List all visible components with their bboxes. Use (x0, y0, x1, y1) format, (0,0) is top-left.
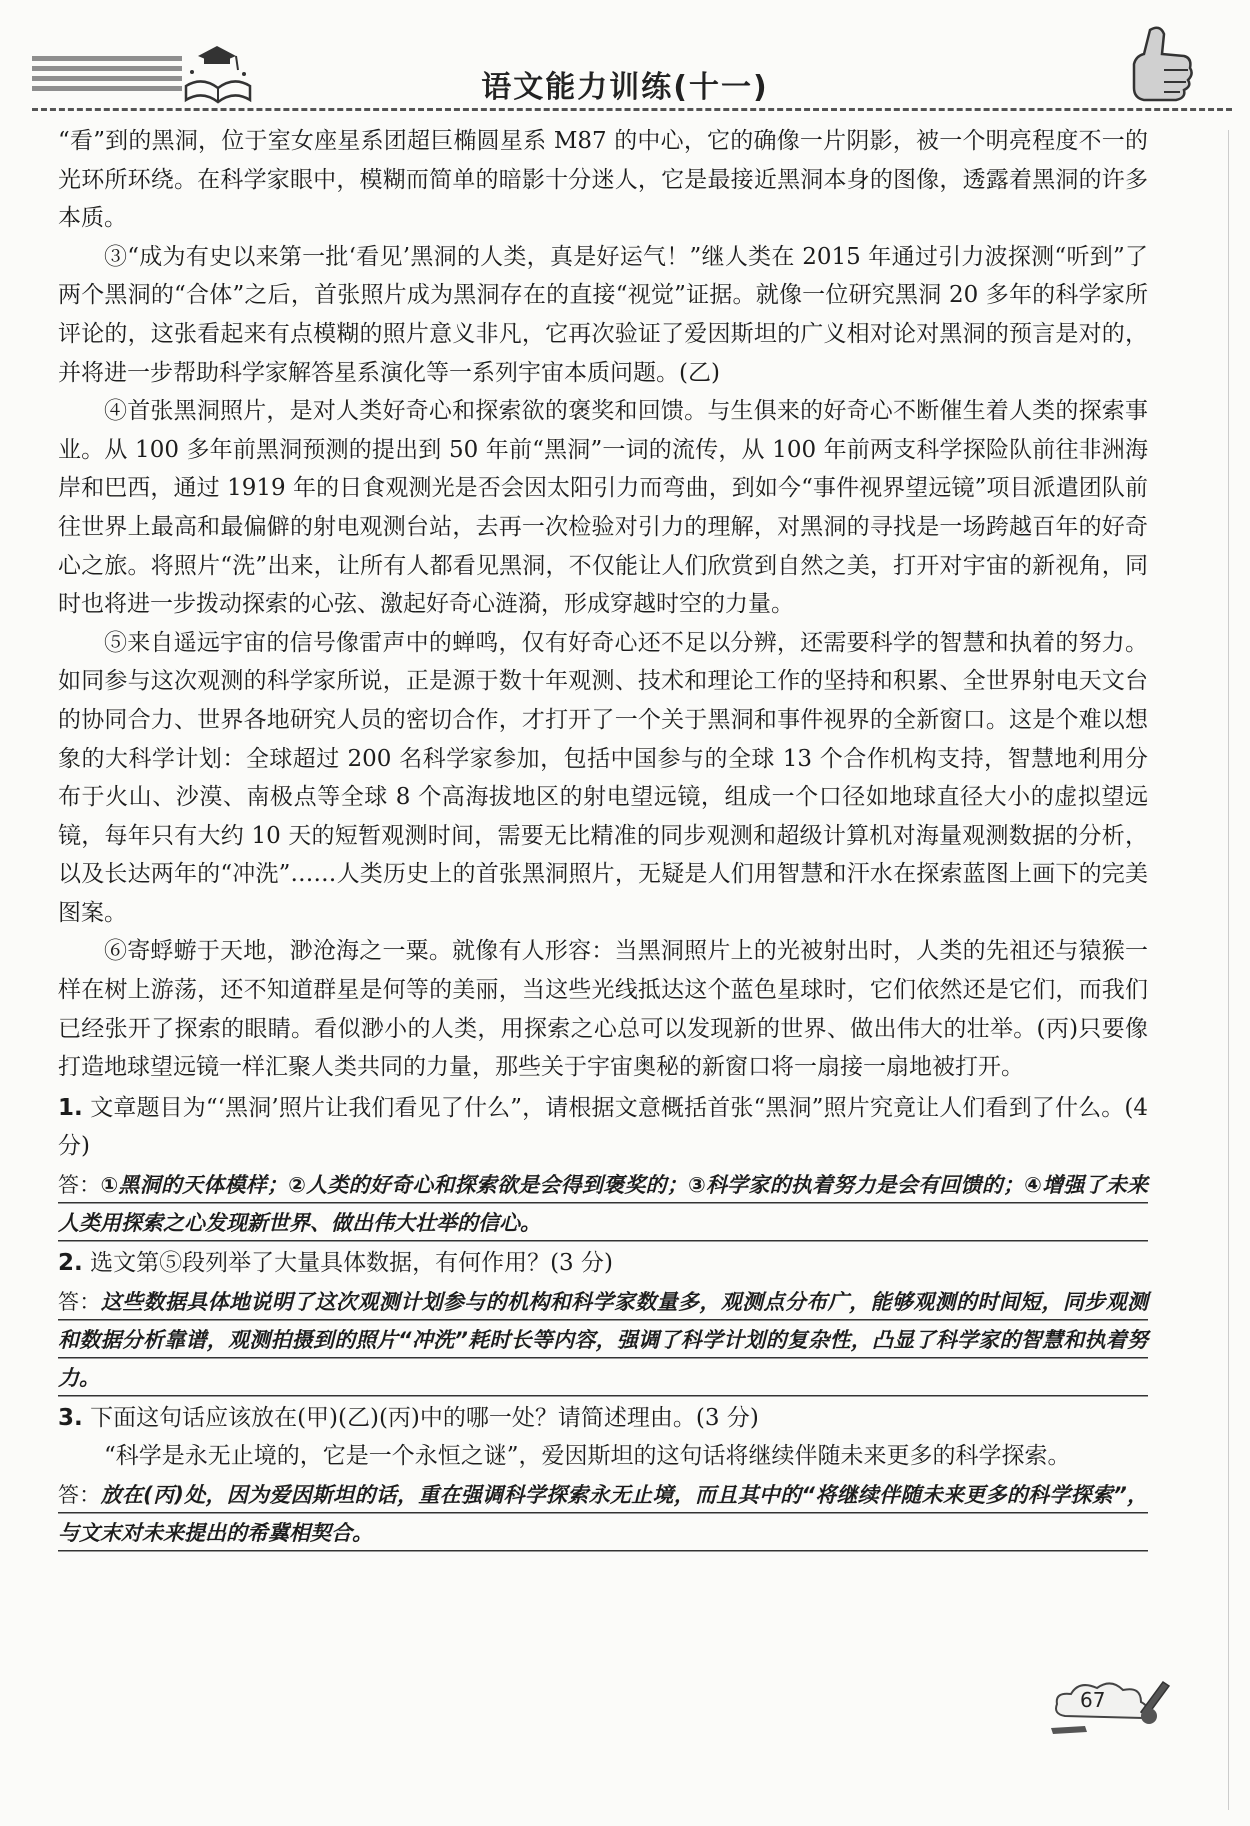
question-number: 2. (58, 1250, 83, 1277)
page-header (0, 0, 1250, 118)
main-content (58, 122, 1148, 1552)
answer-lead: 答： (58, 1482, 101, 1507)
answer-lead: 答： (58, 1289, 101, 1314)
question-number: 1. (58, 1094, 83, 1121)
passage-paragraph-continued: “看”到的黑洞，位于室女座星系团超巨椭圆星系 M87 的中心，它的确像一片阴影，被一个明亮程度不一的光环所环绕。在科学家眼中，模糊而简单的暗影十分迷人，它是最接近黑洞本身的图像，透露着黑洞的许多本质。 (58, 128, 1148, 232)
header-divider (32, 108, 1232, 111)
page-edge-line (1228, 130, 1229, 1810)
answer-lead: 答： (58, 1173, 101, 1198)
question-prompt: 选文第⑤段列举了大量具体数据，有何作用？(3 分) (90, 1250, 613, 1277)
answer-text: 放在(丙)处，因为爱因斯坦的话，重在强调科学探索永无止境，而且其中的“将继续伴随未来更多的科学探索”，与文末对未来提出的希冀相契合。 (58, 1482, 1149, 1545)
question-quote: “科学是永无止境的，它是一个永恒之谜”，爱因斯坦的这句话将继续伴随未来更多的科学探索。 (104, 1443, 1071, 1470)
question-text (58, 1399, 1148, 1438)
passage-paragraph-4: ④首张黑洞照片，是对人类好奇心和探索欲的褒奖和回馈。与生俱来的好奇心不断催生着人类的探索事业。从 100 多年前黑洞预测的提出到 50 年前“黑洞”一词的流传，从 100 年前两支科学探险队前往非洲海岸和巴西，通过 1919 年的日食观测光是否会因太阳引力而弯曲，到如今“事件视界望远镜”项目派遣团队前往世界上最高和最偏僻的射电观测台站，去再一次检验对引力的理解，对黑洞的寻找是一场跨越百年的好奇心之旅。将照片“洗”出来，让所有人都看见黑洞，不仅能让人们欣赏到自然之美，打开对宇宙的新视角，同时也将进一步拨动探索的心弦、激起好奇心涟漪，形成穿越时空的力量。 (58, 398, 1148, 618)
question-text (58, 1089, 1148, 1166)
answer-text: 这些数据具体地说明了这次观测计划参与的机构和科学家数量多，观测点分布广，能够观测的时间短，同步观测和数据分析靠谱，观测拍摄到的照片“冲洗”耗时长等内容，强调了科学计划的复杂性，凸显了科学家的智慧和执着努力。 (58, 1289, 1149, 1390)
answer-field[interactable] (58, 1166, 1148, 1242)
passage-paragraph-3: ③“成为有史以来第一批‘看见’黑洞的人类，真是好运气！”继人类在 2015 年通过引力波探测“听到”了两个黑洞的“合体”之后，首张照片成为黑洞存在的直接“视觉”证据。就像一位研究黑洞 20 多年的科学家所评论的，这张看起来有点模糊的照片意义非凡，它再次验证了爱因斯坦的广义相对论对黑洞的预言是对的，并将进一步帮助科学家解答星系演化等一系列宇宙本质问题。(乙) (58, 243, 1148, 386)
question-number: 3. (58, 1404, 83, 1431)
page-number: 67 (1080, 1688, 1106, 1712)
passage-paragraph-6: ⑥寄蜉蝣于天地，渺沧海之一粟。就像有人形容：当黑洞照片上的光被射出时，人类的先祖还与猿猴一样在树上游荡，还不知道群星是何等的美丽，当这些光线抵达这个蓝色星球时，它们依然还是它们，而我们已经张开了探索的眼睛。看似渺小的人类，用探索之心总可以发现新的世界、做出伟大的壮举。(丙)只要像打造地球望远镜一样汇聚人类共同的力量，那些关于宇宙奥秘的新窗口将一扇接一扇地被打开。 (58, 938, 1148, 1081)
answer-field[interactable] (58, 1476, 1148, 1552)
question-prompt: 下面这句话应该放在(甲)(乙)(丙)中的哪一处？请简述理由。(3 分) (90, 1404, 759, 1431)
page-title: 语文能力训练(十一) (481, 70, 769, 105)
pencil-cloud-icon (1045, 1668, 1170, 1738)
thumbs-up-icon (1120, 20, 1200, 110)
passage-paragraph-5: ⑤来自遥远宇宙的信号像雷声中的蝉鸣，仅有好奇心还不足以分辨，还需要科学的智慧和执着的努力。如同参与这次观测的科学家所说，正是源于数十年观测、技术和理论工作的坚持和积累、全世界射电天文台的协同合力、世界各地研究人员的密切合作，才打开了一个关于黑洞和事件视界的全新窗口。这是个难以想象的大科学计划：全球超过 200 名科学家参加，包括中国参与的全球 13 个合作机构支持，智慧地利用分布于火山、沙漠、南极点等全球 8 个高海拔地区的射电望远镜，组成一个口径如地球直径大小的虚拟望远镜，每年只有大约 10 天的短暂观测时间，需要无比精准的同步观测和超级计算机对海量观测数据的分析，以及长达两年的“冲洗”……人类历史上的首张黑洞照片，无疑是人们用智慧和汗水在探索蓝图上画下的完美图案。 (58, 629, 1148, 926)
question-1 (58, 1089, 1148, 1242)
question-prompt: 文章题目为“‘黑洞’照片让我们看见了什么”，请根据文意概括首张“黑洞”照片究竟让人们看到了什么。(4 分) (58, 1094, 1148, 1160)
answer-field[interactable] (58, 1283, 1148, 1397)
question-2 (58, 1244, 1148, 1397)
question-text (58, 1244, 1148, 1283)
question-3 (58, 1399, 1148, 1552)
answer-text: ①黑洞的天体模样；②人类的好奇心和探索欲是会得到褒奖的；③科学家的执着努力是会有回馈的；④增强了未来人类用探索之心发现新世界、做出伟大壮举的信心。 (58, 1173, 1149, 1236)
